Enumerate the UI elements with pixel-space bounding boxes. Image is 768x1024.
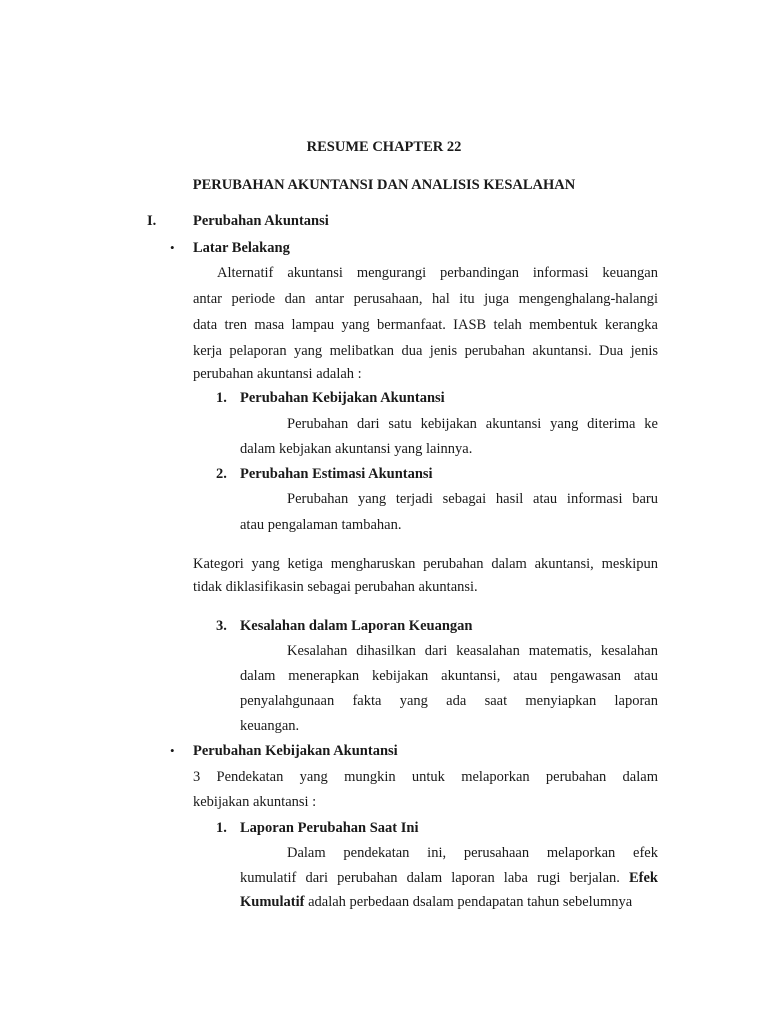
- item-number: 1.: [216, 390, 227, 406]
- item-number: 2.: [216, 466, 227, 482]
- text-run-bold: Efek: [629, 870, 658, 886]
- item-number: 3.: [216, 618, 227, 634]
- paragraph-line: dalam menerapkan kebijakan akuntansi, atau pengawasan atau: [240, 668, 658, 684]
- item-heading: Perubahan Kebijakan Akuntansi: [240, 390, 445, 406]
- paragraph-line: [240, 893, 632, 911]
- paragraph-line: data tren masa lampau yang bermanfaat. IASB telah membentuk kerangka: [193, 317, 658, 333]
- bullet-icon: •: [170, 743, 175, 758]
- text-run: kumulatif dari perubahan dalam laporan laba rugi berjalan.: [240, 870, 620, 886]
- paragraph-line: tidak diklasifikasin sebagai perubahan akuntansi.: [193, 579, 478, 595]
- paragraph-line: [240, 869, 658, 887]
- paragraph-line: atau pengalaman tambahan.: [240, 517, 402, 533]
- document-subtitle: PERUBAHAN AKUNTANSI DAN ANALISIS KESALAHAN: [192, 177, 576, 193]
- paragraph-line: antar periode dan antar perusahaan, hal itu juga mengenghalang-halangi: [193, 291, 658, 307]
- document-title: RESUME CHAPTER 22: [306, 139, 462, 155]
- subsection-heading: Perubahan Kebijakan Akuntansi: [193, 743, 398, 759]
- item-heading: Perubahan Estimasi Akuntansi: [240, 466, 433, 482]
- latar-belakang-heading: Latar Belakang: [193, 240, 290, 256]
- paragraph-line: kebijakan akuntansi :: [193, 794, 317, 810]
- item-heading: Laporan Perubahan Saat Ini: [240, 820, 419, 836]
- item-heading: Kesalahan dalam Laporan Keuangan: [240, 618, 473, 634]
- paragraph-line: penyalahgunaan fakta yang ada saat menyiapkan laporan: [240, 693, 658, 709]
- bullet-icon: •: [170, 240, 175, 255]
- paragraph-line: perubahan akuntansi adalah :: [193, 366, 362, 382]
- paragraph-line: Alternatif akuntansi mengurangi perbandingan informasi keuangan: [217, 265, 658, 281]
- section-heading: Perubahan Akuntansi: [193, 213, 329, 229]
- paragraph-line: 3 Pendekatan yang mungkin untuk melaporkan perubahan dalam: [193, 769, 658, 785]
- paragraph-line: keuangan.: [240, 718, 300, 734]
- item-number: 1.: [216, 820, 227, 836]
- paragraph-line: dalam kebjakan akuntansi yang lainnya.: [240, 441, 473, 457]
- paragraph-line: Perubahan yang terjadi sebagai hasil atau informasi baru: [287, 491, 658, 507]
- paragraph-line: Dalam pendekatan ini, perusahaan melaporkan efek: [287, 845, 658, 861]
- text-run: adalah perbedaan dsalam pendapatan tahun sebelumnya: [308, 894, 633, 910]
- text-run-bold: Kumulatif: [240, 894, 305, 910]
- section-number: I.: [147, 213, 157, 229]
- paragraph-line: Kategori yang ketiga mengharuskan perubahan dalam akuntansi, meskipun: [193, 556, 658, 572]
- paragraph-line: Perubahan dari satu kebijakan akuntansi yang diterima ke: [287, 416, 658, 432]
- paragraph-line: Kesalahan dihasilkan dari keasalahan matematis, kesalahan: [287, 643, 658, 659]
- paragraph-line: kerja pelaporan yang melibatkan dua jenis perubahan akuntansi. Dua jenis: [193, 343, 658, 359]
